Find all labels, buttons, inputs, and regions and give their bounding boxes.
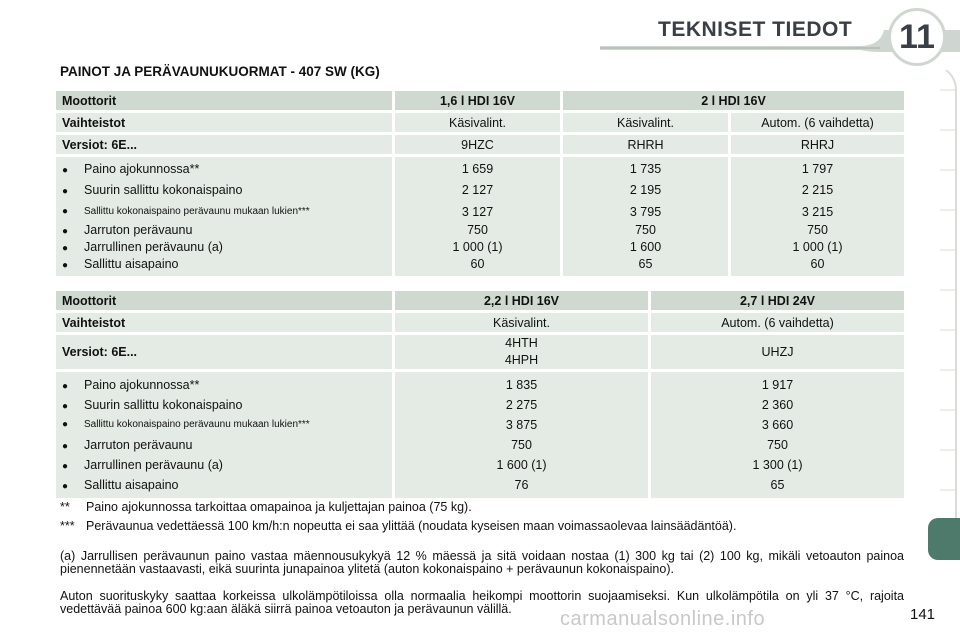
footnote-mark: ** [60, 500, 70, 514]
value-cell: 2 127 [461, 183, 494, 197]
table-row [56, 335, 904, 369]
weight-values-col [392, 157, 560, 276]
version-cell: RHRJ [728, 135, 904, 154]
table-row [56, 113, 904, 132]
value-cell: 750 [807, 223, 828, 237]
value-cell: 3 795 [629, 205, 662, 219]
version-cell: UHZJ [648, 335, 904, 369]
bullet-icon: ● [62, 461, 69, 472]
value-cell: 1 300 (1) [752, 458, 803, 472]
gearbox-cell: Autom. (6 vaihdetta) [648, 313, 904, 332]
version-value: 4HPH [504, 353, 539, 367]
value-cell: 3 127 [461, 205, 494, 219]
value-cell: 1 917 [761, 378, 794, 392]
bullet-icon: ● [62, 441, 69, 452]
gearbox-cell: Käsivalint. [560, 113, 728, 132]
gearbox-cell: Käsivalint. [392, 313, 648, 332]
row-label-gearboxes: Vaihteistot [56, 313, 392, 332]
row-label-motors: Moottorit [56, 91, 392, 110]
list-item: Paino ajokunnossa** [84, 378, 200, 392]
value-cell: 60 [470, 257, 485, 271]
page-number: 141 [910, 606, 936, 623]
table-row [56, 91, 904, 110]
weight-labels [56, 372, 392, 498]
motor-cell: 2,2 l HDI 16V [392, 291, 648, 310]
note-paragraph-a: (a) Jarrullisen perävaunun paino vastaa mäennousukykyä 12 % mäessä ja sitä voidaan nostaa (1) 300 kg tai (2) 100 kg, mikäli vetoauton painoa pienennetään vastaavasti, eikä suurinta junapainoa ylitetä (auton kokonaispaino + perävaunun kokonaispaino). [60, 549, 904, 576]
list-item: Sallittu kokonaispaino perävaunu mukaan lukien*** [84, 206, 310, 217]
value-cell: 1 000 (1) [792, 240, 843, 254]
bullet-icon: ● [62, 401, 69, 412]
value-cell: 2 360 [761, 398, 794, 412]
table-row [56, 372, 904, 498]
value-cell: 1 735 [629, 162, 662, 176]
side-index-rail [928, 70, 960, 540]
list-item: Sallittu kokonaispaino perävaunu mukaan lukien*** [84, 419, 310, 430]
value-cell: 1 600 [629, 240, 662, 254]
value-cell: 2 215 [801, 183, 834, 197]
weight-labels [56, 157, 392, 276]
value-cell: 60 [810, 257, 825, 271]
bullet-icon: ● [62, 260, 69, 271]
list-item: Sallittu aisapaino [84, 478, 179, 492]
bullet-icon: ● [62, 381, 69, 392]
page-header-title: TEKNISET TIEDOT [658, 18, 853, 41]
value-cell: 2 195 [629, 183, 662, 197]
motor-cell: 2,7 l HDI 24V [648, 291, 904, 310]
list-item: Paino ajokunnossa** [84, 162, 200, 176]
value-cell: 3 875 [505, 418, 538, 432]
bullet-icon: ● [62, 243, 69, 254]
side-chapter-tab[interactable] [928, 518, 960, 560]
value-cell: 1 835 [505, 378, 538, 392]
list-item: Jarrullinen perävaunu (a) [84, 458, 223, 472]
weights-table-2 [56, 288, 904, 501]
value-cell: 2 275 [505, 398, 538, 412]
value-cell: 1 000 (1) [452, 240, 503, 254]
value-cell: 65 [638, 257, 653, 271]
list-item: Suurin sallittu kokonaispaino [84, 183, 243, 197]
version-cell [392, 335, 648, 369]
weight-values-col [392, 372, 648, 498]
value-cell: 750 [767, 438, 788, 452]
value-cell: 750 [635, 223, 656, 237]
table-row [56, 157, 904, 276]
value-cell: 1 797 [801, 162, 834, 176]
row-label-versions: Versiot: 6E... [56, 335, 392, 369]
list-item: Jarrullinen perävaunu (a) [84, 240, 223, 254]
section-title: PAINOT JA PERÄVAUNUKUORMAT - 407 SW (KG) [60, 64, 380, 79]
footnote-text: Paino ajokunnossa tarkoittaa omapainoa ja kuljettajan painoa (75 kg). [86, 500, 472, 514]
motor-cell: 2 l HDI 16V [560, 91, 904, 110]
row-label-gearboxes: Vaihteistot [56, 113, 392, 132]
weight-values-col [648, 372, 904, 498]
list-item: Jarruton perävaunu [84, 438, 193, 452]
bullet-icon: ● [62, 226, 69, 237]
footnote-mark: *** [60, 519, 75, 533]
gearbox-cell: Käsivalint. [392, 113, 560, 132]
table-row [56, 291, 904, 310]
value-cell: 750 [467, 223, 488, 237]
footnote-text: Perävaunua vedettäessä 100 km/h:n nopeutta ei saa ylittää (noudata kyseisen maan voimassaolevaa lainsäädäntöä). [86, 519, 737, 533]
value-cell: 750 [511, 438, 532, 452]
table-row [56, 313, 904, 332]
list-item: Sallittu aisapaino [84, 257, 179, 271]
motor-cell: 1,6 l HDI 16V [392, 91, 560, 110]
watermark: carmanualsonline.info [560, 608, 766, 630]
footnote-2 [60, 519, 736, 533]
version-value: 4HTH [505, 336, 538, 350]
value-cell: 3 660 [761, 418, 794, 432]
bullet-icon: ● [62, 481, 69, 492]
row-label-versions: Versiot: 6E... [56, 135, 392, 154]
version-cell: 9HZC [392, 135, 560, 154]
weights-table-1 [56, 88, 904, 279]
table-row [56, 135, 904, 154]
bullet-icon: ● [62, 165, 69, 176]
value-cell: 65 [770, 478, 785, 492]
bullet-icon: ● [62, 419, 69, 430]
list-item: Suurin sallittu kokonaispaino [84, 398, 243, 412]
bullet-icon: ● [62, 186, 69, 197]
bullet-icon: ● [62, 206, 69, 217]
version-cell: RHRH [560, 135, 728, 154]
list-item: Jarruton perävaunu [84, 223, 193, 237]
value-cell: 76 [514, 478, 529, 492]
value-cell: 3 215 [801, 205, 834, 219]
gearbox-cell: Autom. (6 vaihdetta) [728, 113, 904, 132]
value-cell: 1 600 (1) [496, 458, 547, 472]
row-label-motors: Moottorit [56, 291, 392, 310]
note-paragraph-b: Auton suorituskyky saattaa korkeissa ulkolämpötiloissa olla normaalia heikompi moottorin suojaamiseksi. Kun ulkolämpötila on yli 37 °C, rajoita vedettävää painoa 600 kg:aan äläkä siirrä painoa vetoauton ja perävaunun välillä. [60, 589, 904, 616]
footnote-1 [60, 500, 472, 514]
weight-values-col [728, 157, 904, 276]
chapter-number-badge: 11 [888, 8, 946, 66]
weight-values-col [560, 157, 728, 276]
value-cell: 1 659 [461, 162, 494, 176]
